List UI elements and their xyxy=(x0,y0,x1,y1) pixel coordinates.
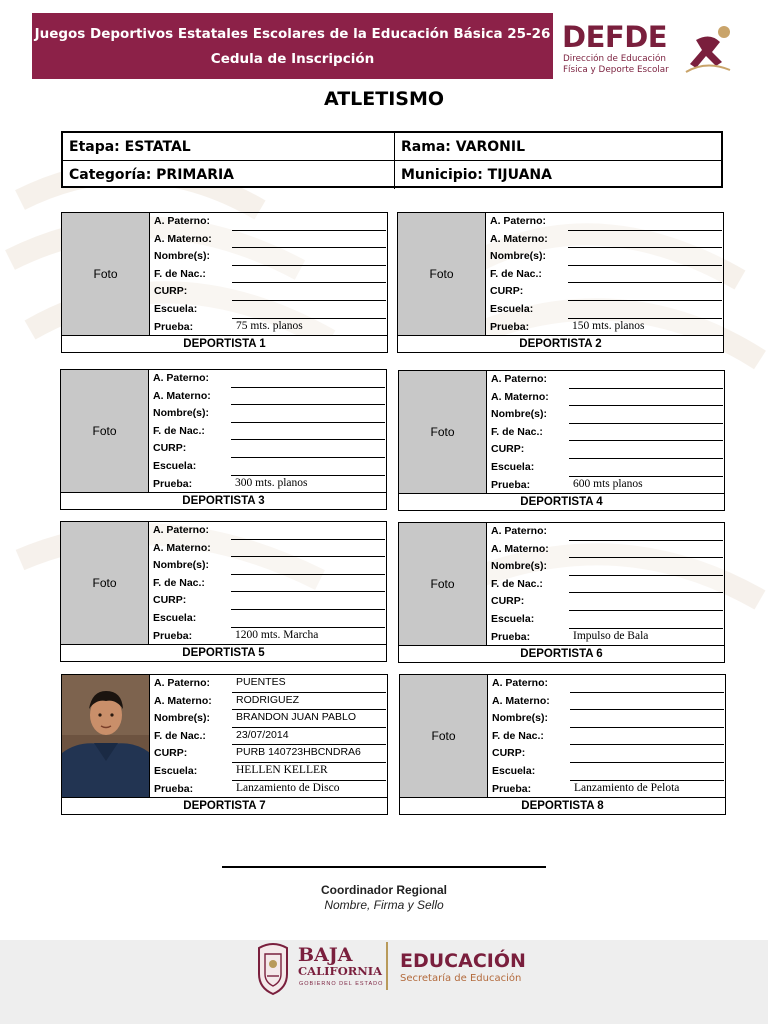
prueba-value: 300 mts. planos xyxy=(235,476,308,489)
footer-divider xyxy=(386,942,388,990)
materno-label: A. Materno: xyxy=(153,389,211,402)
prueba-field xyxy=(153,628,385,646)
athlete-card xyxy=(399,674,726,816)
prueba-value: Lanzamiento de Disco xyxy=(236,781,340,794)
materno-field xyxy=(491,389,723,407)
prueba-value: 150 mts. planos xyxy=(572,319,645,332)
materno-label: A. Materno: xyxy=(490,232,548,245)
photo-box xyxy=(62,675,150,797)
materno-field xyxy=(154,693,386,711)
photo-box xyxy=(398,213,486,335)
categoria-cell: Categoría: PRIMARIA xyxy=(63,161,395,189)
nacimiento-label: F. de Nac.: xyxy=(492,729,544,742)
materno-label: A. Materno: xyxy=(153,541,211,554)
nombres-field xyxy=(153,557,385,575)
escuela-label: Escuela: xyxy=(491,461,535,473)
nombres-field xyxy=(491,406,723,424)
nacimiento-field xyxy=(492,728,724,746)
photo-placeholder-label: Foto xyxy=(430,425,455,439)
nacimiento-field xyxy=(491,424,723,442)
materno-label: A. Materno: xyxy=(154,232,212,245)
paterno-field xyxy=(153,370,385,388)
athlete-caption: DEPORTISTA 3 xyxy=(60,493,387,510)
athlete-card xyxy=(397,212,724,354)
curp-field xyxy=(154,283,386,301)
prueba-value: 1200 mts. Marcha xyxy=(235,628,319,641)
nacimiento-label: F. de Nac.: xyxy=(154,729,206,742)
nombres-field xyxy=(490,248,722,266)
defde-logo-line2: Física y Deporte Escolar xyxy=(563,65,669,75)
curp-value: PURB 140723HBCNDRA6 xyxy=(236,746,361,759)
photo-placeholder-label: Foto xyxy=(92,576,117,590)
defde-logo-line1: Dirección de Educación xyxy=(563,54,666,64)
educacion-word: EDUCACIÓN xyxy=(400,950,526,972)
curp-label: CURP: xyxy=(492,747,526,760)
photo-box xyxy=(62,213,150,335)
athlete-caption: DEPORTISTA 6 xyxy=(398,646,725,663)
nacimiento-label: F. de Nac.: xyxy=(490,267,542,280)
nacimiento-label: F. de Nac.: xyxy=(154,267,206,280)
paterno-label: A. Paterno: xyxy=(492,677,549,689)
prueba-field xyxy=(154,319,386,337)
athlete-card xyxy=(398,370,725,512)
curp-field xyxy=(491,593,723,611)
materno-value: RODRIGUEZ xyxy=(236,693,299,706)
escuela-label: Escuela: xyxy=(153,612,197,624)
paterno-field xyxy=(490,213,722,231)
athlete-card xyxy=(398,522,725,664)
escuela-field xyxy=(491,459,723,477)
prueba-label: Prueba: xyxy=(154,320,194,333)
nombres-label: Nombre(s): xyxy=(154,712,211,725)
paterno-value: PUENTES xyxy=(236,676,286,688)
nacimiento-field xyxy=(491,576,723,594)
nacimiento-label: F. de Nac.: xyxy=(491,577,543,590)
athlete-caption: DEPORTISTA 7 xyxy=(61,798,388,815)
paterno-label: A. Paterno: xyxy=(154,215,211,227)
nombres-value: BRANDON JUAN PABLO xyxy=(236,711,356,724)
state-seal-icon xyxy=(253,940,293,996)
photo-placeholder-label: Foto xyxy=(92,424,117,438)
curp-field xyxy=(153,440,385,458)
nacimiento-label: F. de Nac.: xyxy=(153,576,205,589)
curp-label: CURP: xyxy=(490,285,524,298)
nombres-field xyxy=(154,710,386,728)
paterno-field xyxy=(154,213,386,231)
nombres-label: Nombre(s): xyxy=(491,408,548,421)
curp-field xyxy=(490,283,722,301)
etapa-cell: Etapa: ESTATAL xyxy=(63,133,395,161)
escuela-label: Escuela: xyxy=(154,765,198,777)
athlete-card xyxy=(60,369,387,511)
curp-label: CURP: xyxy=(153,442,187,455)
secretaria-text: Secretaría de Educación xyxy=(400,973,522,984)
prueba-label: Prueba: xyxy=(491,478,531,491)
nacimiento-field xyxy=(154,266,386,284)
materno-field xyxy=(154,231,386,249)
materno-field xyxy=(153,540,385,558)
curp-field xyxy=(153,592,385,610)
header-banner xyxy=(32,13,553,79)
materno-field xyxy=(153,388,385,406)
paterno-label: A. Paterno: xyxy=(491,525,548,537)
escuela-field xyxy=(153,610,385,628)
materno-label: A. Materno: xyxy=(154,694,212,707)
materno-field xyxy=(492,693,724,711)
defde-logo-word: DEFDE xyxy=(562,20,668,54)
prueba-field xyxy=(492,781,724,799)
athlete-card xyxy=(61,212,388,354)
paterno-label: A. Paterno: xyxy=(154,677,211,689)
banner-subtitle: Cedula de Inscripción xyxy=(210,51,375,67)
paterno-field xyxy=(154,675,386,693)
runner-icon xyxy=(682,22,736,76)
signature-title: Coordinador Regional xyxy=(321,883,447,897)
escuela-field xyxy=(154,763,386,781)
paterno-label: A. Paterno: xyxy=(490,215,547,227)
athlete-caption: DEPORTISTA 1 xyxy=(61,336,388,353)
paterno-field xyxy=(491,371,723,389)
gobierno-text: GOBIERNO DEL ESTADO xyxy=(299,981,384,987)
footer xyxy=(0,940,768,1024)
prueba-label: Prueba: xyxy=(491,630,531,643)
photo-placeholder-label: Foto xyxy=(430,577,455,591)
escuela-field xyxy=(492,763,724,781)
nombres-label: Nombre(s): xyxy=(490,250,547,263)
prueba-label: Prueba: xyxy=(153,629,193,642)
nacimiento-field xyxy=(154,728,386,746)
paterno-field xyxy=(492,675,724,693)
prueba-field xyxy=(154,781,386,799)
curp-field xyxy=(154,745,386,763)
nombres-field xyxy=(153,405,385,423)
nombres-field xyxy=(492,710,724,728)
prueba-value: Impulso de Bala xyxy=(573,629,649,642)
athlete-caption: DEPORTISTA 2 xyxy=(397,336,724,353)
california-word: CALIFORNIA xyxy=(298,964,383,978)
nombres-label: Nombre(s): xyxy=(491,560,548,573)
nacimiento-label: F. de Nac.: xyxy=(153,424,205,437)
nombres-label: Nombre(s): xyxy=(153,559,210,572)
paterno-field xyxy=(491,523,723,541)
curp-label: CURP: xyxy=(491,443,525,456)
photo-placeholder-label: Foto xyxy=(429,267,454,281)
signature-line xyxy=(222,866,546,868)
rama-cell: Rama: VARONIL xyxy=(395,133,723,161)
paterno-label: A. Paterno: xyxy=(153,524,210,536)
escuela-field xyxy=(491,611,723,629)
prueba-label: Prueba: xyxy=(490,320,530,333)
escuela-label: Escuela: xyxy=(490,303,534,315)
nacimiento-field xyxy=(153,423,385,441)
escuela-label: Escuela: xyxy=(491,613,535,625)
prueba-field xyxy=(153,476,385,494)
municipio-cell: Municipio: TIJUANA xyxy=(401,167,552,183)
curp-label: CURP: xyxy=(154,747,188,760)
materno-label: A. Materno: xyxy=(492,694,550,707)
athlete-card xyxy=(61,674,388,816)
escuela-label: Escuela: xyxy=(153,460,197,472)
escuela-field xyxy=(490,301,722,319)
nacimiento-field xyxy=(490,266,722,284)
nombres-field xyxy=(491,558,723,576)
curp-label: CURP: xyxy=(491,595,525,608)
prueba-value: 600 mts planos xyxy=(573,477,643,490)
prueba-label: Prueba: xyxy=(492,782,532,795)
paterno-label: A. Paterno: xyxy=(491,373,548,385)
materno-field xyxy=(491,541,723,559)
photo-box xyxy=(399,523,487,645)
photo-box xyxy=(400,675,488,797)
photo-box xyxy=(399,371,487,493)
photo-box xyxy=(61,522,149,644)
curp-label: CURP: xyxy=(154,285,188,298)
paterno-field xyxy=(153,522,385,540)
escuela-label: Escuela: xyxy=(492,765,536,777)
prueba-label: Prueba: xyxy=(153,477,193,490)
materno-label: A. Materno: xyxy=(491,390,549,403)
signature-subtitle: Nombre, Firma y Sello xyxy=(324,898,444,912)
prueba-field xyxy=(491,629,723,647)
nacimiento-field xyxy=(153,575,385,593)
athlete-caption: DEPORTISTA 5 xyxy=(60,645,387,662)
curp-field xyxy=(491,441,723,459)
nacimiento-value: 23/07/2014 xyxy=(236,728,289,741)
athlete-caption: DEPORTISTA 8 xyxy=(399,798,726,815)
nombres-label: Nombre(s): xyxy=(492,712,549,725)
nombres-field xyxy=(154,248,386,266)
photo-placeholder-label: Foto xyxy=(431,729,456,743)
paterno-label: A. Paterno: xyxy=(153,372,210,384)
defde-logo xyxy=(560,20,740,80)
materno-field xyxy=(490,231,722,249)
sport-title: ATLETISMO xyxy=(323,88,445,110)
curp-label: CURP: xyxy=(153,594,187,607)
prueba-label: Prueba: xyxy=(154,782,194,795)
photo-placeholder-label: Foto xyxy=(93,267,118,281)
athlete-card xyxy=(60,521,387,663)
materno-label: A. Materno: xyxy=(491,542,549,555)
baja-word: BAJA xyxy=(298,944,353,966)
nacimiento-label: F. de Nac.: xyxy=(491,425,543,438)
escuela-label: Escuela: xyxy=(154,303,198,315)
prueba-value: 75 mts. planos xyxy=(236,319,303,332)
escuela-value: HELLEN KELLER xyxy=(236,764,328,776)
banner-title: Juegos Deportivos Estatales Escolares de la Educación Básica 25-26 xyxy=(34,26,551,42)
escuela-field xyxy=(154,301,386,319)
prueba-field xyxy=(491,477,723,495)
prueba-value: Lanzamiento de Pelota xyxy=(574,781,680,794)
curp-field xyxy=(492,745,724,763)
athlete-photo xyxy=(62,675,150,797)
nombres-label: Nombre(s): xyxy=(153,407,210,420)
athlete-caption: DEPORTISTA 4 xyxy=(398,494,725,511)
info-table xyxy=(61,131,723,188)
photo-box xyxy=(61,370,149,492)
prueba-field xyxy=(490,319,722,337)
nombres-label: Nombre(s): xyxy=(154,250,211,263)
escuela-field xyxy=(153,458,385,476)
